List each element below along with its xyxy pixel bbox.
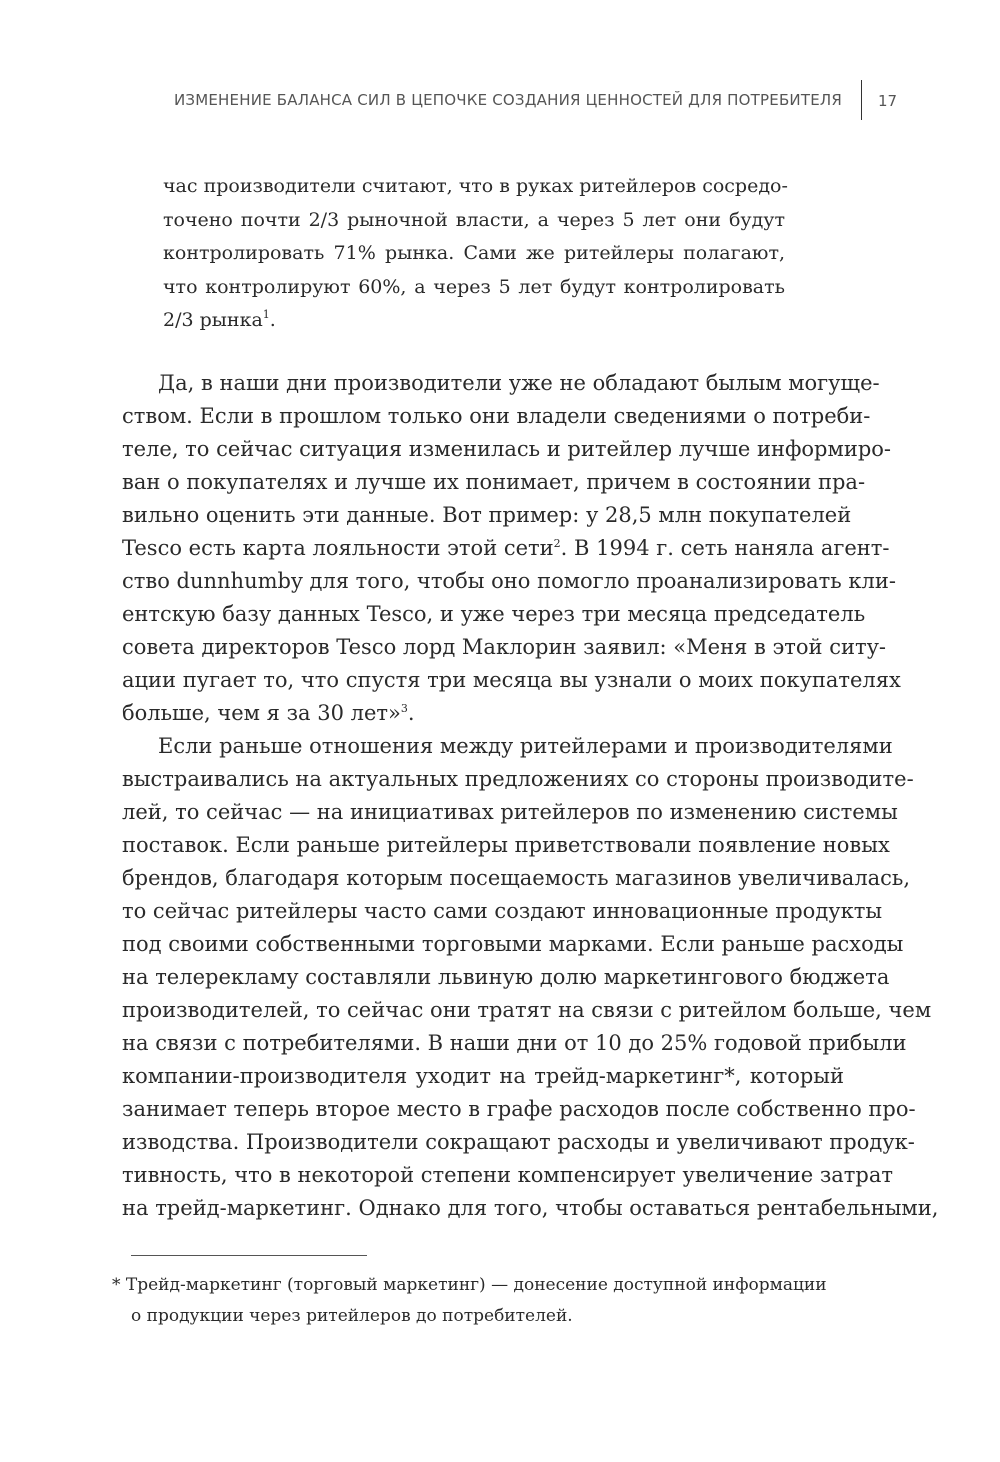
footnote xyxy=(112,1270,844,1332)
line-punct: . xyxy=(407,701,415,725)
footnote-line: о продукции через ритейлеров до потребителей. xyxy=(131,1306,573,1326)
paragraph-line: ван о покупателях и лучше их понимает, причем в состоянии пра- xyxy=(122,470,866,494)
paragraph-line: совета директоров Tesco лорд Маклорин заявил: «Меня в этой ситу- xyxy=(122,635,887,659)
line-text: . В 1994 г. сеть наняла агент- xyxy=(560,536,890,560)
paragraph-line: поставок. Если раньше ритейлеры приветствовали появление новых xyxy=(122,833,890,857)
paragraph-line: Да, в наши дни производители уже не обладают былым могуще- xyxy=(158,371,880,395)
body-text xyxy=(122,367,939,1225)
paragraph-line: Если раньше отношения между ритейлерами и производителями xyxy=(158,734,893,758)
footnote-ref-2[interactable]: 2 xyxy=(553,537,561,550)
paragraph-line: ентскую базу данных Tesco, и уже через три месяца председатель xyxy=(122,602,866,626)
footnote-ref-1[interactable]: 1 xyxy=(262,308,270,321)
quote-last-punct: . xyxy=(269,309,276,331)
paragraph-1 xyxy=(122,367,901,730)
footnote-ref-3[interactable]: 3 xyxy=(400,702,408,715)
paragraph-line: теле, то сейчас ситуация изменилась и ритейлер лучше информиро- xyxy=(122,437,892,461)
quote-line: час производители считают, что в руках ритейлеров сосредо- xyxy=(163,175,788,197)
paragraph-line: ации пугает то, что спустя три месяца вы узнали о моих покупателях xyxy=(122,668,901,692)
paragraph-line: брендов, благодаря которым посещаемость магазинов увеличивалась, xyxy=(122,866,911,890)
quote-line: что контролируют 60%, а через 5 лет будут контролировать xyxy=(163,275,785,298)
paragraph-line xyxy=(122,532,890,565)
paragraph-line: ство dunnhumby для того, чтобы оно помогло проанализировать кли- xyxy=(122,569,896,593)
paragraph-line: вильно оценить эти данные. Вот пример: у 28,5 млн покупателей xyxy=(122,503,852,527)
paragraph-line: занимает теперь второе место в графе расходов после собственно про- xyxy=(122,1097,916,1121)
paragraph-line: то сейчас ритейлеры часто сами создают инновационные продукты xyxy=(122,899,883,923)
paragraph-2 xyxy=(122,730,939,1225)
paragraph-line: лей, то сейчас — на инициативах ритейлеров по изменению системы xyxy=(122,800,898,824)
quote-block xyxy=(163,170,788,338)
quote-line-last xyxy=(163,304,785,338)
quote-last-text: 2/3 рынка xyxy=(163,309,263,331)
quote-line: контролировать 71% рынка. Сами же ритейлеры полагают, xyxy=(163,242,785,264)
page-number: 17 xyxy=(878,92,898,110)
header-divider xyxy=(861,80,862,120)
paragraph-line: на телерекламу составляли львиную долю маркетингового бюджета xyxy=(122,965,890,989)
paragraph-line: тивность, что в некоторой степени компенсирует увеличение затрат xyxy=(122,1163,893,1187)
paragraph-line-last xyxy=(122,697,844,730)
quote-line: точено почти 2/3 рыночной власти, а через 5 лет они будут xyxy=(163,208,785,231)
line-text: Tesco есть карта лояльности этой сети xyxy=(122,536,554,560)
footnote-line: * Трейд-маркетинг (торговый маркетинг) — донесение доступной информации xyxy=(112,1275,827,1295)
paragraph-line: компании-производителя уходит на трейд-маркетинг*, который xyxy=(122,1064,844,1088)
paragraph-line: под своими собственными торговыми марками. Если раньше расходы xyxy=(122,932,904,956)
paragraph-line: ством. Если в прошлом только они владели сведениями о потреби- xyxy=(122,404,871,428)
paragraph-line: изводства. Производители сокращают расходы и увеличивают продук- xyxy=(122,1130,915,1154)
paragraph-line: производителей, то сейчас они тратят на связи с ритейлом больше, чем xyxy=(122,998,932,1022)
paragraph-line: выстраивались на актуальных предложениях со стороны производите- xyxy=(122,767,914,791)
line-text: больше, чем я за 30 лет» xyxy=(122,701,401,725)
running-head-title: ИЗМЕНЕНИЕ БАЛАНСА СИЛ В ЦЕПОЧКЕ СОЗДАНИЯ ЦЕННОСТЕЙ ДЛЯ ПОТРЕБИТЕЛЯ xyxy=(174,91,842,109)
footnote-divider xyxy=(131,1255,367,1256)
paragraph-line: на связи с потребителями. В наши дни от 10 до 25% годовой прибыли xyxy=(122,1031,907,1055)
paragraph-line: на трейд-маркетинг. Однако для того, чтобы оставаться рентабельными, xyxy=(122,1196,939,1220)
